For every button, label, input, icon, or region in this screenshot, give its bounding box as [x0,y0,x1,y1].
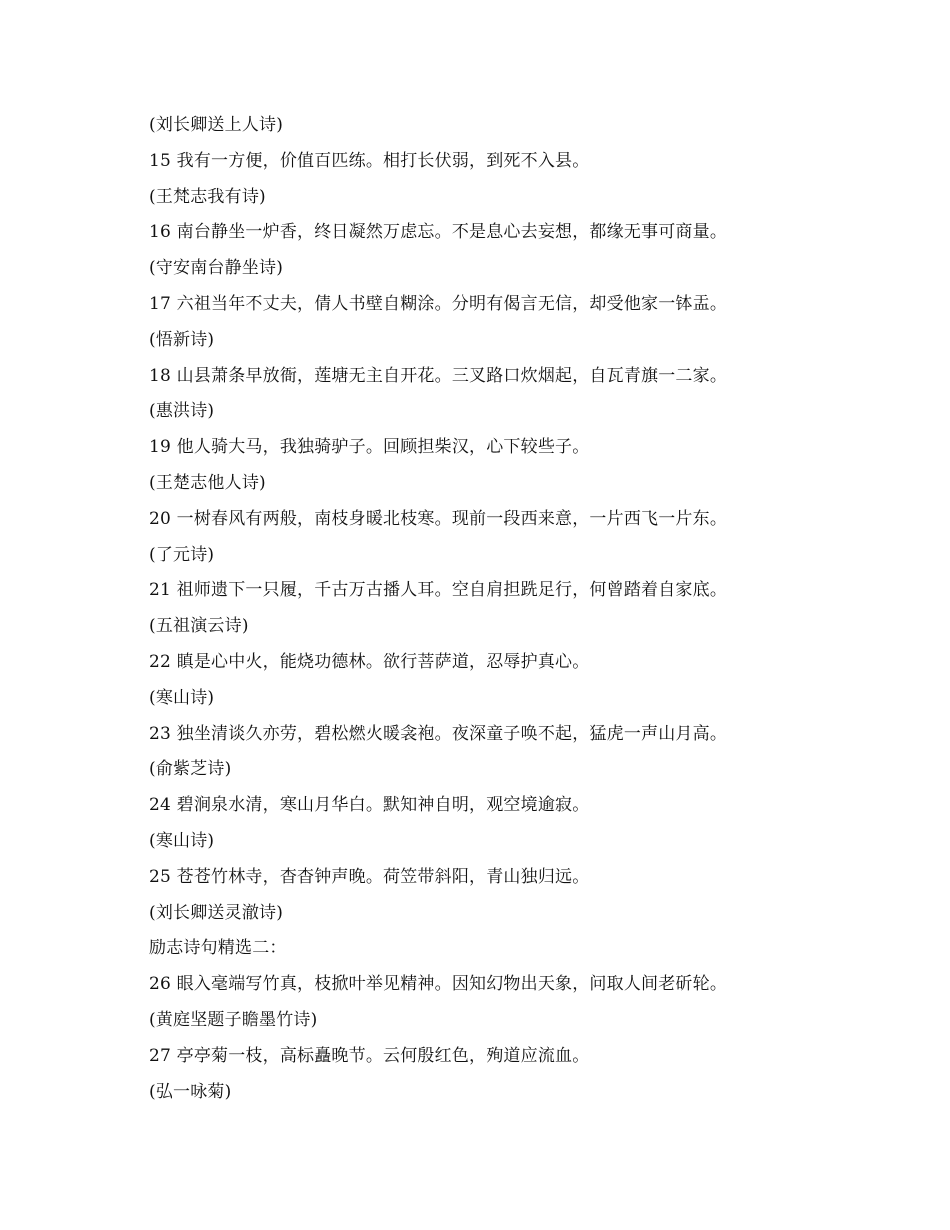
verse-line: 22 瞋是心中火，能烧功德林。欲行菩萨道，忍辱护真心。 [149,651,590,672]
attribution-line: (寒山诗) [149,687,215,708]
verse-line: 20 一树春风有两般，南枝身暖北枝寒。现前一段西来意，一片西飞一片东。 [149,508,728,529]
attribution-line: (守安南台静坐诗) [149,258,284,279]
attribution-line: (刘长卿送上人诗) [149,115,284,135]
verse-line: 26 眼入毫端写竹真，枝掀叶举见精神。因知幻物出天象，问取人间老斫轮。 [149,974,728,995]
section-heading: 励志诗句精选二： [149,938,287,959]
attribution-line: (寒山诗) [149,830,215,851]
attribution-line: (五祖演云诗) [149,616,249,637]
verse-line: 27 亭亭菊一枝，高标矗晚节。云何殷红色，殉道应流血。 [149,1045,590,1066]
attribution-line: (黄庭坚题子瞻墨竹诗) [149,1009,318,1030]
verse-line: 15 我有一方便，价值百匹练。相打长伏弱，到死不入县。 [149,150,590,171]
attribution-line: (俞紫芝诗) [149,759,232,780]
attribution-line: (王梵志我有诗) [149,186,266,207]
text-body [149,108,929,1110]
verse-line: 19 他人骑大马，我独骑驴子。回顾担柴汉，心下较些子。 [149,437,590,458]
verse-line: 25 苍苍竹林寺，杳杳钟声晚。荷笠带斜阳，青山独归远。 [149,866,590,887]
attribution-line: (惠洪诗) [149,401,215,422]
attribution-line: (刘长卿送灵澈诗) [149,902,284,923]
attribution-line: (悟新诗) [149,329,215,350]
verse-line: 23 独坐清谈久亦劳，碧松燃火暖衾袍。夜深童子唤不起，猛虎一声山月高。 [149,723,728,744]
verse-line: 18 山县萧条早放衙，莲塘无主自开花。三叉路口炊烟起，自瓦青旗一二家。 [149,365,728,386]
verse-line: 16 南台静坐一炉香，终日凝然万虑忘。不是息心去妄想，都缘无事可商量。 [149,222,728,243]
verse-line: 24 碧涧泉水清，寒山月华白。默知神自明，观空境逾寂。 [149,795,590,816]
verse-line: 17 六祖当年不丈夫，倩人书壁自糊涂。分明有偈言无信，却受他家一钵盂。 [149,293,728,314]
verse-line: 21 祖师遗下一只履，千古万古播人耳。空自肩担跣足行，何曾踏着自家底。 [149,580,728,601]
attribution-line: (王楚志他人诗) [149,472,266,493]
attribution-line: (了元诗) [149,544,215,565]
attribution-line: (弘一咏菊) [149,1081,232,1102]
